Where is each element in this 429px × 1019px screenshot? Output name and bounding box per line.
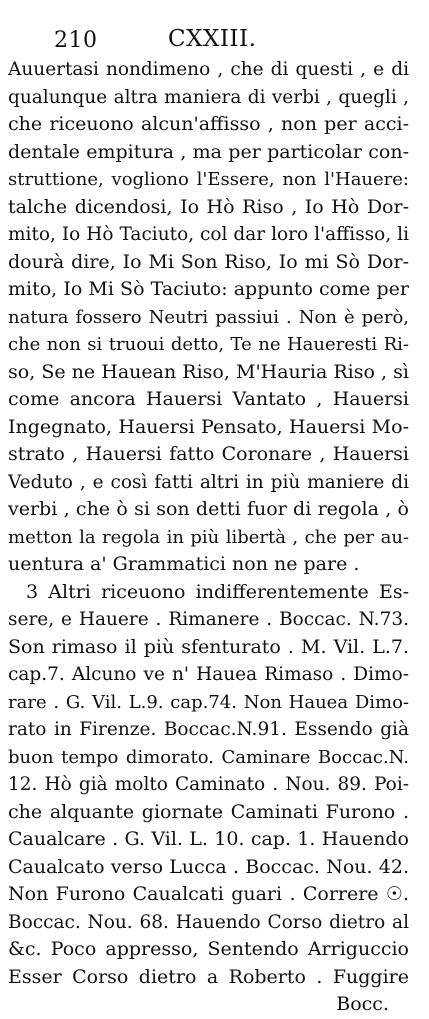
text-line: qualunque altra maniera di verbi , quegli , <box>8 86 409 108</box>
text-line: buon tempo dimorato. Caminare Boccac.N. <box>8 746 409 768</box>
text-line: dourà dire, Io Mi Son Riso, Io mi Sò Dor- <box>8 250 409 273</box>
text-line: Non Furono Caualcati guari . Correre ☉. <box>8 883 409 905</box>
page-header <box>8 22 409 52</box>
text-line: so, Se ne Hauean Riso, M'Hauria Riso , sì <box>8 360 409 383</box>
text-line: &c. Poco appresso, Sentendo Arriguccio <box>8 938 409 960</box>
text-line: metton la regola in più libertà , che per au- <box>8 526 409 548</box>
text-line: che riceuono alcun'affisso , non per acci- <box>8 113 409 135</box>
text-line: dentale empitura , ma per particolar con- <box>8 140 409 163</box>
text-line: uentura a' Grammatici non ne pare . <box>8 553 360 575</box>
text-line: strato , Hauersi fatto Coronare , Hauersi <box>8 443 409 465</box>
text-line: Auuertasi nondimeno , che di questi , e di <box>8 59 409 80</box>
body-text <box>8 56 409 1019</box>
text-line: Caualcato verso Lucca . Boccac. Nou. 42. <box>8 855 409 878</box>
text-line: talche dicendosi, Io Hò Riso , Io Hò Dor- <box>8 195 409 218</box>
text-line: Ingegnato, Hauersi Pensato, Hauersi Mo- <box>8 415 409 438</box>
text-line: natura fossero Neutri passiui . Non è però, <box>8 306 409 328</box>
text-line: che alquante giornate Caminati Furono . <box>8 800 409 823</box>
text-line: rare . G. Vil. L.9. cap.74. Non Hauea Dimo- <box>8 691 409 713</box>
text-line: che non si truoui detto, Te ne Haueresti Ri- <box>8 334 409 355</box>
text-line: come ancora Hauersi Vantato , Hauersi <box>8 388 409 410</box>
text-line: struttione, vogliono l'Essere, non l'Hauere: <box>8 169 409 190</box>
catchword: Bocc. <box>336 993 389 1015</box>
text-line: mito, Io Hò Taciuto, col dar loro l'affisso, li <box>8 224 409 245</box>
text-line: 12. Hò già molto Caminato . Nou. 89. Poi- <box>8 774 409 795</box>
text-line: Veduto , e così fatti altri in più maniere di <box>8 471 409 493</box>
text-line: Caualcare . G. Vil. L. 10. cap. 1. Hauendo <box>8 828 409 850</box>
page-number: 210 <box>54 28 98 53</box>
text-line: cap.7. Alcuno ve n' Hauea Rimaso . Dimo- <box>8 664 409 685</box>
text-line: Esser Corso dietro a Roberto . Fuggire <box>8 965 409 988</box>
running-head: CXXIII. <box>168 26 257 52</box>
text-line: sere, e Hauere . Rimanere . Boccac. N.73. <box>8 609 409 630</box>
text-line: Boccac. Nou. 68. Hauendo Corso dietro al <box>8 911 409 933</box>
text-line: mito, Io Mi Sò Taciuto: appunto come per <box>8 278 409 300</box>
text-line: Son rimaso il più sfenturato . M. Vil. L.7. <box>8 635 409 658</box>
text-line: rato in Firenze. Boccac.N.91. Essendo già <box>8 719 409 740</box>
text-line: verbi , che ò si son detti fuor di regola , ò <box>8 498 409 520</box>
text-line: 3 Altri riceuono indifferentemente Es- <box>26 580 409 603</box>
